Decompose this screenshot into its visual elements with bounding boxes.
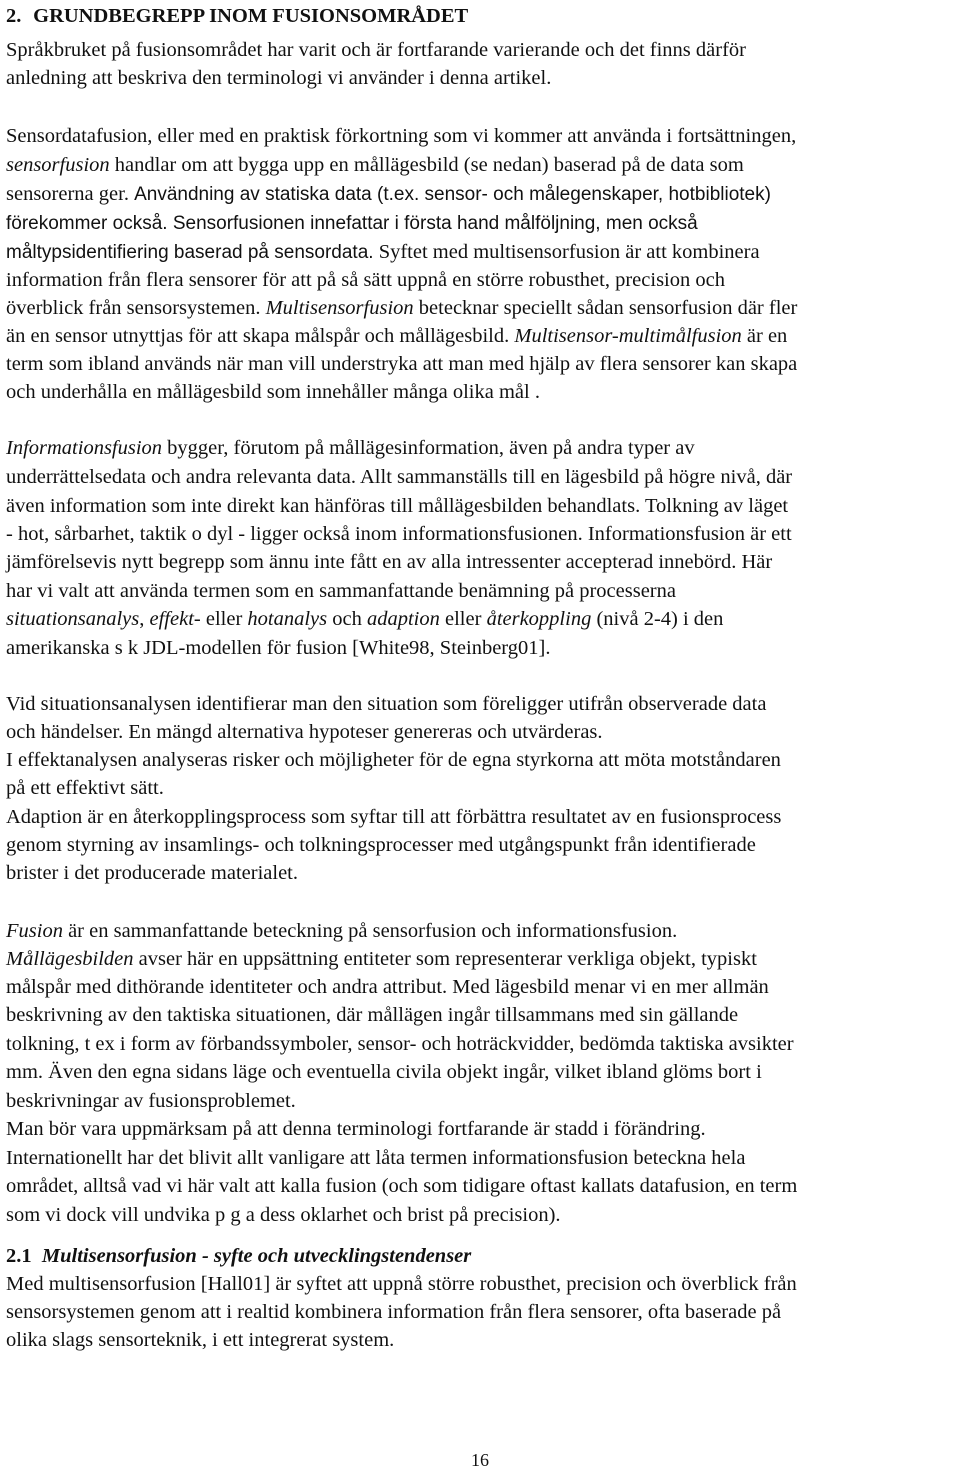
- term-emphasis: Mållägesbilden: [6, 948, 134, 970]
- paragraph-line: Fusion är en sammanfattande beteckning på sensorfusion och informationsfusion.: [6, 920, 678, 942]
- paragraph-line: målspår med dithörande identiteter och andra attribut. Med lägesbild menar vi en mer allmän: [6, 976, 769, 998]
- paragraph-line: situationsanalys, effekt- eller hotanalys och adaption eller återkoppling (nivå 2-4) i den: [6, 608, 724, 630]
- paragraph-line: området, alltså vad vi här valt att kalla fusion (och som tidigare oftast kallats datafusion, en term: [6, 1175, 798, 1197]
- paragraph-line: amerikanska s k JDL-modellen för fusion [White98, Steinberg01].: [6, 637, 551, 659]
- paragraph-line: olika slags sensorteknik, i ett integrerat system.: [6, 1329, 395, 1351]
- term-emphasis: adaption: [366, 608, 440, 630]
- term-emphasis: Informationsfusion: [6, 437, 163, 459]
- paragraph-line: även information som inte direkt kan hänföras till mållägesbilden behandlats. Tolkning av läget: [6, 495, 789, 517]
- paragraph-line: Informationsfusion bygger, förutom på mållägesinformation, även på andra typer av: [6, 437, 695, 459]
- term-emphasis: återkoppling: [486, 608, 592, 630]
- paragraph-line: beskrivning av den taktiska situationen, där mållägen ingår tillsammans med sin gällande: [6, 1004, 739, 1026]
- paragraph-line: [6, 209, 698, 237]
- paragraph-line: Adaption är en återkopplingsprocess som syftar till att förbättra resultatet av en fusionsprocess: [6, 806, 782, 828]
- paragraph-line: brister i det producerade materialet.: [6, 862, 298, 884]
- sans-text-run: förekommer också.: [6, 213, 173, 234]
- section-heading: [6, 2, 468, 30]
- paragraph-line: sensorerna ger. Användning av statiska data (t.ex. sensor- och målegenskaper, hotbibliotek): [6, 183, 771, 205]
- paragraph-line: har vi valt att använda termen som en sammanfattande benämning på processerna: [6, 580, 676, 602]
- sans-text-run: Användning av statiska data (t.ex. sensor- och målegenskaper, hotbibliotek): [134, 184, 771, 205]
- paragraph-line: och underhålla en mållägesbild som innehåller många olika mål .: [6, 381, 540, 403]
- paragraph-line: Sensordatafusion, eller med en praktisk förkortning som vi kommer att använda i fortsättningen,: [6, 125, 797, 147]
- term-emphasis: Multisensorfusion: [265, 297, 414, 319]
- term-emphasis: hotanalys: [247, 608, 328, 630]
- intro-line: Språkbruket på fusionsområdet har varit och är fortfarande varierande och det finns därför: [6, 39, 746, 61]
- paragraph-line: sensorsystemen genom att i realtid kombinera information från flera sensorer, ofta baserade på: [6, 1301, 782, 1323]
- paragraph-line: sensorfusion handlar om att bygga upp en mållägesbild (se nedan) baserad på de data som: [6, 154, 744, 176]
- sans-text-run: måltypsidentifiering baserad på sensordata.: [6, 242, 374, 263]
- section-title: GRUNDBEGREPP INOM FUSIONSOMRÅDET: [33, 5, 469, 27]
- paragraph-line: än en sensor utnyttjas för att skapa målspår och mållägesbild. Multisensor-multimålfusion är en: [6, 325, 788, 347]
- page-number: 16: [471, 1450, 489, 1470]
- paragraph-line: - hot, sårbarhet, taktik o dyl - ligger också inom informationsfusionen. Informationsfusion är ett: [6, 523, 792, 545]
- paragraph-line: Man bör vara uppmärksam på att denna terminologi fortfarande är stadd i förändring.: [6, 1118, 706, 1140]
- paragraph-line: och händelser. En mängd alternativa hypoteser genereras och utvärderas.: [6, 721, 603, 743]
- paragraph-line: I effektanalysen analyseras risker och möjligheter för de egna styrkorna att möta motståndaren: [6, 749, 781, 771]
- term-emphasis: Fusion: [6, 920, 63, 942]
- paragraph-line: information från flera sensorer för att på så sätt uppnå en större robusthet, precision och: [6, 269, 725, 291]
- subsection-title: Multisensorfusion - syfte och utvecklingstendenser: [41, 1245, 472, 1267]
- paragraph-line: mm. Även den egna sidans läge och eventuella civila objekt ingår, vilket ibland glöms bort i: [6, 1061, 762, 1083]
- term-emphasis: sensorfusion: [6, 154, 110, 176]
- paragraph-line: måltypsidentifiering baserad på sensordata. Syftet med multisensorfusion är att kombinera: [6, 241, 760, 263]
- paragraph-line: underrättelsedata och andra relevanta data. Allt sammanställs till en lägesbild på högre nivå, där: [6, 466, 793, 488]
- subsection-number: 2.1: [6, 1245, 32, 1267]
- paragraph-line: tolkning, t ex i form av förbandssymboler, sensor- och hoträckvidder, bedömda taktiska avsikter: [6, 1033, 794, 1055]
- paragraph-line: jämförelsevis nytt begrepp som ännu inte fått en av alla intressenter accepterad innebörd. Här: [6, 551, 773, 573]
- paragraph-line: Mållägesbilden avser här en uppsättning entiteter som representerar verkliga objekt, typiskt: [6, 948, 757, 970]
- paragraph-line: genom styrning av insamlings- och tolkningsprocesser med utgångspunkt från identifierade: [6, 834, 756, 856]
- paragraph-line: term som ibland används när man vill understryka att man med hjälp av flera sensorer kan skapa: [6, 353, 798, 375]
- paragraph-line: överblick från sensorsystemen. Multisensorfusion betecknar speciellt sådan sensorfusion där fler: [6, 297, 798, 319]
- paragraph-line: Med multisensorfusion [Hall01] är syftet att uppnå större robusthet, precision och överblick från: [6, 1273, 797, 1295]
- subsection-heading: [6, 1242, 471, 1270]
- paragraph-line: Internationellt har det blivit allt vanligare att låta termen informationsfusion beteckna hela: [6, 1147, 746, 1169]
- term-emphasis: situationsanalys: [6, 608, 140, 630]
- paragraph-line: beskrivningar av fusionsproblemet.: [6, 1090, 296, 1112]
- sans-text-run: Sensorfusionen innefattar i första hand målföljning, men också: [172, 213, 698, 234]
- intro-line: anledning att beskriva den terminologi vi använder i denna artikel.: [6, 67, 552, 89]
- paragraph-line: Vid situationsanalysen identifierar man den situation som föreligger utifrån observerade data: [6, 693, 767, 715]
- term-emphasis: Multisensor-multimålfusion: [514, 325, 742, 347]
- section-number: 2.: [6, 5, 22, 27]
- term-emphasis: effekt: [149, 608, 194, 630]
- paragraph-line: på ett effektivt sätt.: [6, 777, 164, 799]
- paragraph-line: som vi dock vill undvika p g a dess oklarhet och brist på precision).: [6, 1204, 561, 1226]
